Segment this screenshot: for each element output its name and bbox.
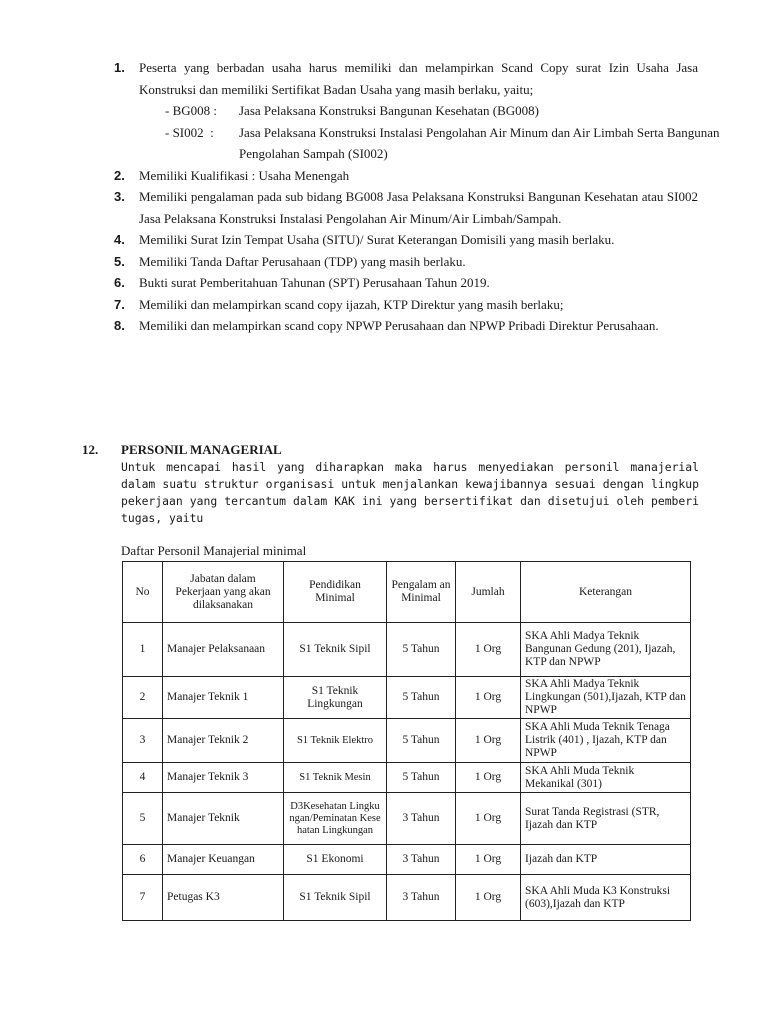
list-item xyxy=(114,186,698,229)
cell-no: 3 xyxy=(123,719,163,763)
header-pendidikan: Pendidikan Minimal xyxy=(284,562,387,623)
cell-no: 5 xyxy=(123,793,163,845)
sub-item-code: - BG008 : xyxy=(165,103,217,118)
list-item xyxy=(114,229,698,251)
cell-keterangan: SKA Ahli Madya Teknik Lingkungan (501),Ijazah, KTP dan NPWP xyxy=(521,677,691,719)
sub-item-desc: Jasa Pelaksana Konstruksi Bangunan Kesehatan (BG008) xyxy=(239,103,540,118)
list-item xyxy=(114,165,698,187)
cell-no: 2 xyxy=(123,677,163,719)
list-item-text: Memiliki dan melampirkan scand copy ijazah, KTP Direktur yang masih berlaku; xyxy=(139,296,564,312)
cell-no: 4 xyxy=(123,763,163,793)
section-paragraph: Untuk mencapai hasil yang diharapkan maka harus menyediakan personil manajerial dalam suatu struktur organisasi untuk menjalankan kewajibannya sesuai dengan lingkup pekerjaan yang tercantum dalam KAK ini yang bersertifikat dan disetujui oleh pemberi tugas, yaitu xyxy=(121,460,699,525)
cell-pengalaman: 3 Tahun xyxy=(387,875,456,921)
cell-keterangan: SKA Ahli Muda Teknik Mekanikal (301) xyxy=(521,763,691,793)
list-item-number: 8. xyxy=(114,318,125,333)
cell-pendidikan: S1 Teknik Sipil xyxy=(284,623,387,677)
cell-jumlah: 1 Org xyxy=(456,623,521,677)
cell-keterangan: SKA Ahli Muda K3 Konstruksi (603),Ijazah dan KTP xyxy=(521,875,691,921)
cell-pengalaman: 3 Tahun xyxy=(387,845,456,875)
list-item-number: 1. xyxy=(114,60,125,75)
cell-pendidikan: D3Kesehatan Lingkungan/Peminatan Kesehatan Lingkungan xyxy=(284,793,387,845)
cell-pengalaman: 5 Tahun xyxy=(387,763,456,793)
list-item xyxy=(114,57,720,165)
section-title: PERSONIL MANAGERIAL xyxy=(121,442,282,457)
table-row xyxy=(123,845,691,875)
cell-keterangan: SKA Ahli Madya Teknik Bangunan Gedung (201), Ijazah, KTP dan NPWP xyxy=(521,623,691,677)
cell-pendidikan: S1 Teknik Mesin xyxy=(284,763,387,793)
sub-item xyxy=(139,100,698,122)
cell-jumlah: 1 Org xyxy=(456,793,521,845)
list-item-text: Memiliki Kualifikasi : Usaha Menengah xyxy=(139,167,350,183)
header-no: No xyxy=(123,562,163,623)
cell-pendidikan: S1 Ekonomi xyxy=(284,845,387,875)
cell-jumlah: 1 Org xyxy=(456,677,521,719)
cell-jumlah: 1 Org xyxy=(456,763,521,793)
cell-jabatan: Manajer Teknik 1 xyxy=(163,677,284,719)
list-item-text: Memiliki dan melampirkan scand copy NPWP Perusahaan dan NPWP Pribadi Direktur Perusahaan. xyxy=(139,318,659,333)
requirements-list xyxy=(114,57,720,337)
list-item-number: 3. xyxy=(114,189,125,204)
cell-pendidikan: S1 Teknik Elektro xyxy=(284,719,387,763)
sub-item-code: - SI002 : xyxy=(165,124,214,140)
cell-pendidikan: S1 Teknik Lingkungan xyxy=(284,677,387,719)
cell-jabatan: Manajer Teknik 2 xyxy=(163,719,284,763)
cell-no: 6 xyxy=(123,845,163,875)
cell-no: 1 xyxy=(123,623,163,677)
cell-jabatan: Manajer Teknik xyxy=(163,793,284,845)
list-item-number: 2. xyxy=(114,167,125,183)
list-item-text: Peserta yang berbadan usaha harus memiliki dan melampirkan Scand Copy surat Izin Usaha Jasa Konstruksi dan memiliki Sertifikat Badan Usaha yang masih berlaku, yaitu; xyxy=(139,60,698,97)
sub-list xyxy=(139,100,720,165)
header-jabatan: Jabatan dalam Pekerjaan yang akan dilaksanakan xyxy=(163,562,284,623)
table-header-row xyxy=(123,562,691,623)
cell-jumlah: 1 Org xyxy=(456,719,521,763)
cell-jabatan: Manajer Teknik 3 xyxy=(163,763,284,793)
list-item xyxy=(114,251,698,273)
list-item xyxy=(114,294,698,316)
cell-pendidikan: S1 Teknik Sipil xyxy=(284,875,387,921)
cell-keterangan: SKA Ahli Muda Teknik Tenaga Listrik (401) , Ijazah, KTP dan NPWP xyxy=(521,719,691,763)
list-item xyxy=(114,272,698,294)
cell-no: 7 xyxy=(123,875,163,921)
header-keterangan: Keterangan xyxy=(521,562,691,623)
cell-jabatan: Petugas K3 xyxy=(163,875,284,921)
sub-item-desc: Jasa Pelaksana Konstruksi Instalasi Pengolahan Air Minum dan Air Limbah Serta Bangunan Pengolahan Sampah (SI002) xyxy=(239,124,720,161)
cell-pengalaman: 3 Tahun xyxy=(387,793,456,845)
list-item xyxy=(114,315,698,337)
list-item-number: 7. xyxy=(114,296,125,312)
table-caption: Daftar Personil Manajerial minimal xyxy=(121,543,307,558)
sub-item xyxy=(139,122,720,165)
table-row xyxy=(123,677,691,719)
header-pengalaman: Pengalam an Minimal xyxy=(387,562,456,623)
cell-keterangan: Surat Tanda Registrasi (STR, Ijazah dan KTP xyxy=(521,793,691,845)
cell-jumlah: 1 Org xyxy=(456,845,521,875)
table-row xyxy=(123,793,691,845)
cell-pengalaman: 5 Tahun xyxy=(387,677,456,719)
list-item-text: Memiliki pengalaman pada sub bidang BG008 Jasa Pelaksana Konstruksi Bangunan Kesehatan atau SI002 Jasa Pelaksana Konstruksi Instalasi Pengolahan Air Minum/Air Limbah/Sampah. xyxy=(139,189,698,226)
cell-pengalaman: 5 Tahun xyxy=(387,719,456,763)
cell-pengalaman: 5 Tahun xyxy=(387,623,456,677)
header-jumlah: Jumlah xyxy=(456,562,521,623)
list-item-text: Memiliki Tanda Daftar Perusahaan (TDP) yang masih berlaku. xyxy=(139,253,466,269)
section-number: 12. xyxy=(82,442,99,457)
cell-keterangan: Ijazah dan KTP xyxy=(521,845,691,875)
personnel-table xyxy=(122,561,691,921)
list-item-number: 5. xyxy=(114,253,125,269)
list-item-text: Memiliki Surat Izin Tempat Usaha (SITU)/ Surat Keterangan Domisili yang masih berlaku. xyxy=(139,232,615,247)
list-item-number: 6. xyxy=(114,275,125,290)
table-row xyxy=(123,719,691,763)
table-row xyxy=(123,763,691,793)
list-item-number: 4. xyxy=(114,232,125,247)
list-item-text: Bukti surat Pemberitahuan Tahunan (SPT) Perusahaan Tahun 2019. xyxy=(139,275,490,290)
table-row xyxy=(123,875,691,921)
cell-jumlah: 1 Org xyxy=(456,875,521,921)
table-row xyxy=(123,623,691,677)
cell-jabatan: Manajer Pelaksanaan xyxy=(163,623,284,677)
cell-jabatan: Manajer Keuangan xyxy=(163,845,284,875)
